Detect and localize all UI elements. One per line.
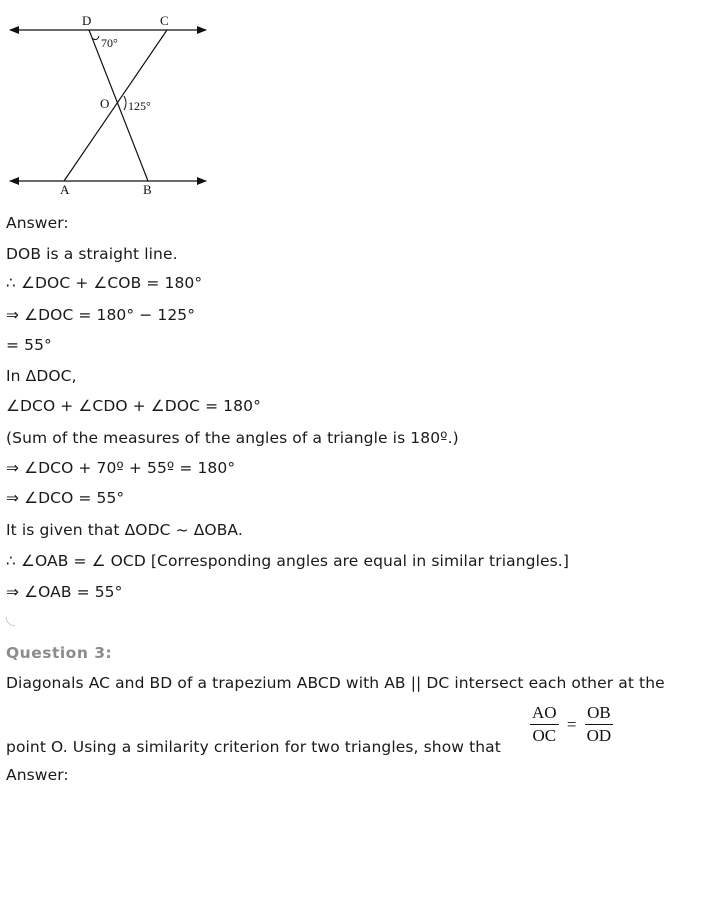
label-b: B [143, 182, 152, 197]
equals-sign: = [566, 714, 577, 734]
solution-line: = 55° [6, 336, 52, 354]
question-text-line-1: Diagonals AC and BD of a trapezium ABCD with AB || DC intersect each other at the [6, 674, 665, 692]
ratio-equation [530, 702, 613, 747]
denominator-oc: OC [532, 726, 557, 745]
solution-line: (Sum of the measures of the angles of a triangle is 180º.) [6, 429, 459, 447]
label-c: C [160, 13, 169, 28]
segment-ca [64, 30, 167, 181]
numerator-ao: AO [530, 702, 559, 725]
question-text-line-2: point O. Using a similarity criterion for two triangles, show that [6, 738, 501, 756]
solution-line: ⇒ ∠DOC = 180° − 125° [6, 306, 196, 324]
angle-arc-o [124, 96, 126, 110]
solution-line: It is given that ΔODC ~ ΔOBA. [6, 521, 243, 539]
decorative-mark [6, 617, 15, 626]
solution-line: ∴ ∠OAB = ∠ OCD [Corresponding angles are equal in similar triangles.] [6, 552, 569, 570]
solution-line: DOB is a straight line. [6, 245, 178, 263]
label-o: O [100, 96, 110, 111]
fraction-ob-od [585, 702, 614, 747]
angle-doc-label: 70° [101, 36, 118, 50]
solution-line: ⇒ ∠DCO = 55° [6, 489, 125, 507]
solution-line: ∴ ∠DOC + ∠COB = 180° [6, 274, 203, 292]
solution-line: ∠DCO + ∠CDO + ∠DOC = 180° [6, 397, 261, 415]
solution-line: In ΔDOC, [6, 367, 77, 385]
answer-heading: Answer: [6, 214, 69, 232]
label-a: A [60, 182, 70, 197]
question-title: Question 3: [6, 644, 113, 662]
solution-line: ⇒ ∠DCO + 70º + 55º = 180° [6, 459, 236, 477]
trapezium-figure [0, 0, 215, 205]
label-d: D [82, 13, 92, 28]
solution-line: ⇒ ∠OAB = 55° [6, 583, 123, 601]
angle-arc-d [92, 36, 99, 40]
angle-cob-label: 125° [128, 99, 151, 113]
numerator-ob: OB [585, 702, 614, 725]
denominator-od: OD [586, 726, 612, 745]
fraction-ao-oc [530, 702, 559, 747]
answer-heading-q3: Answer: [6, 766, 69, 784]
